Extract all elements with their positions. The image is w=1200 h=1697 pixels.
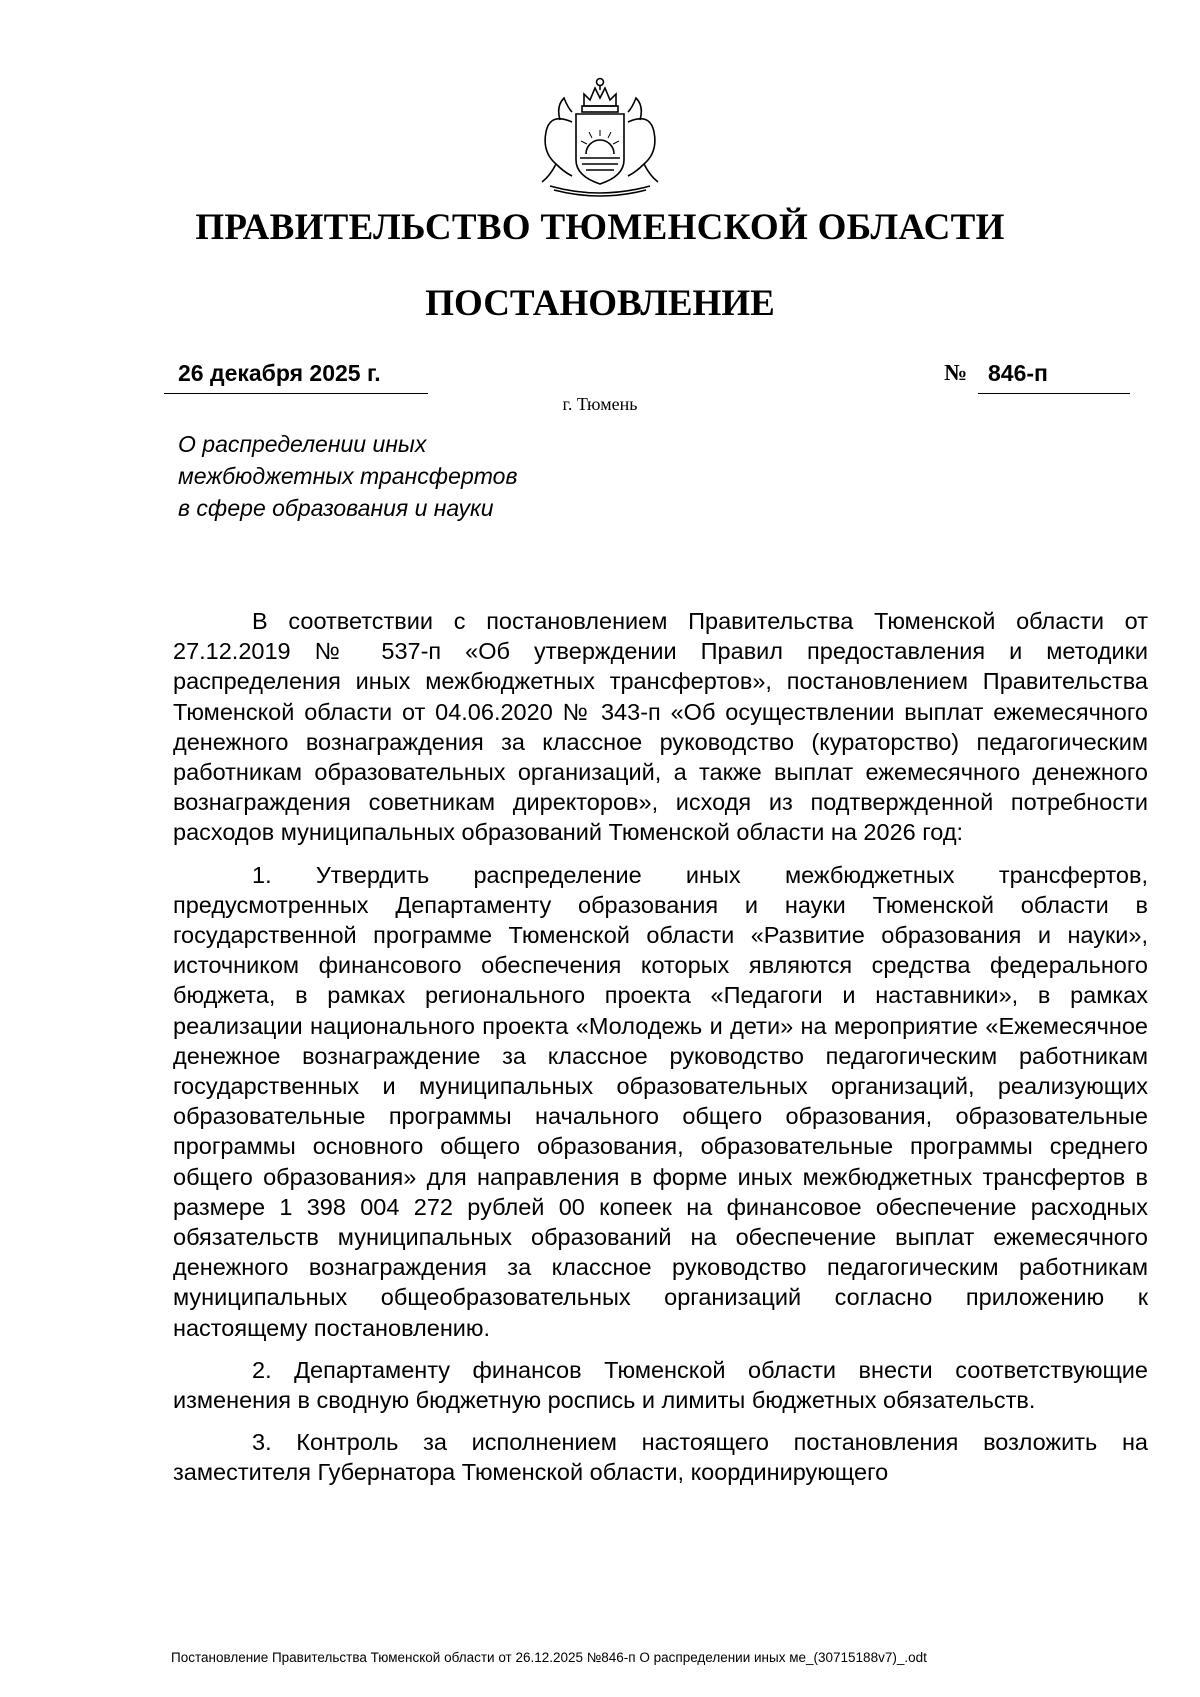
body-paragraph-preamble: В соответствии с постановлением Правительства Тюменской области от 27.12.2019 № 537-п «Об утверждении Правил предоставления и методики распределения иных межбюджетных трансфертов», постановлением Правительства Тюменской области от 04.06.2020 № 343-п «Об осуществлении выплат ежемесячного денежного вознаграждения за классное руководство (кураторство) педагогическим работникам образовательных организаций, а также выплат ежемесячного денежного вознаграждения советникам директоров», исходя из подтвержденной потребности расходов муниципальных образований Тюменской области на 2026 год: — [173, 608, 1148, 846]
document-subject — [178, 428, 618, 524]
coat-of-arms-icon — [520, 72, 680, 202]
document-date: 26 декабря 2025 г. — [164, 360, 428, 394]
page-footer: Постановление Правительства Тюменской области от 26.12.2025 №846-п О распределении иных ме_(30715188v7)_.odt — [171, 1650, 927, 1665]
body-paragraph-2: 2. Департаменту финансов Тюменской области внести соответствующие изменения в сводную бюджетную роспись и лимиты бюджетных обязательств. — [173, 1356, 1148, 1414]
body-paragraph-1: 1. Утвердить распределение иных межбюджетных трансфертов, предусмотренных Департаменту образования и науки Тюменской области в государственной программе Тюменской области «Развитие образования и науки», источником финансового обеспечения которых являются средства федерального бюджета, в рамках регионального проекта «Педагоги и наставники», в рамках реализации национального проекта «Молодежь и дети» на мероприятие «Ежемесячное денежное вознаграждение за классное руководство педагогическим работникам государственных и муниципальных образовательных организаций, реализующих образовательные программы начального общего образования, образовательные программы основного общего образования, образовательные программы среднего общего образования» для направления в форме иных межбюджетных трансфертов в размере 1 398 004 272 рублей 00 копеек на финансовое обеспечение расходных обязательств муниципальных образований на обеспечение выплат ежемесячного денежного вознаграждения за классное руководство педагогическим работникам муниципальных общеобразовательных организаций согласно приложению к настоящему постановлению. — [173, 861, 1148, 1341]
document-body — [173, 606, 1148, 1500]
subject-line: в сфере образования и науки — [178, 495, 494, 521]
city-line: г. Тюмень — [562, 394, 638, 414]
document-type: ПОСТАНОВЛЕНИЕ — [425, 283, 775, 324]
subject-line: О распределении иных — [178, 431, 427, 457]
body-paragraph-3: 3. Контроль за исполнением настоящего постановления возложить на заместителя Губернатора Тюменской области, координирующего — [173, 1429, 1148, 1486]
document-number: 846-п — [978, 360, 1130, 394]
organization-title: ПРАВИТЕЛЬСТВО ТЮМЕНСКОЙ ОБЛАСТИ — [195, 207, 1005, 248]
number-sign: № — [944, 360, 968, 385]
subject-line: межбюджетных трансфертов — [178, 463, 518, 489]
